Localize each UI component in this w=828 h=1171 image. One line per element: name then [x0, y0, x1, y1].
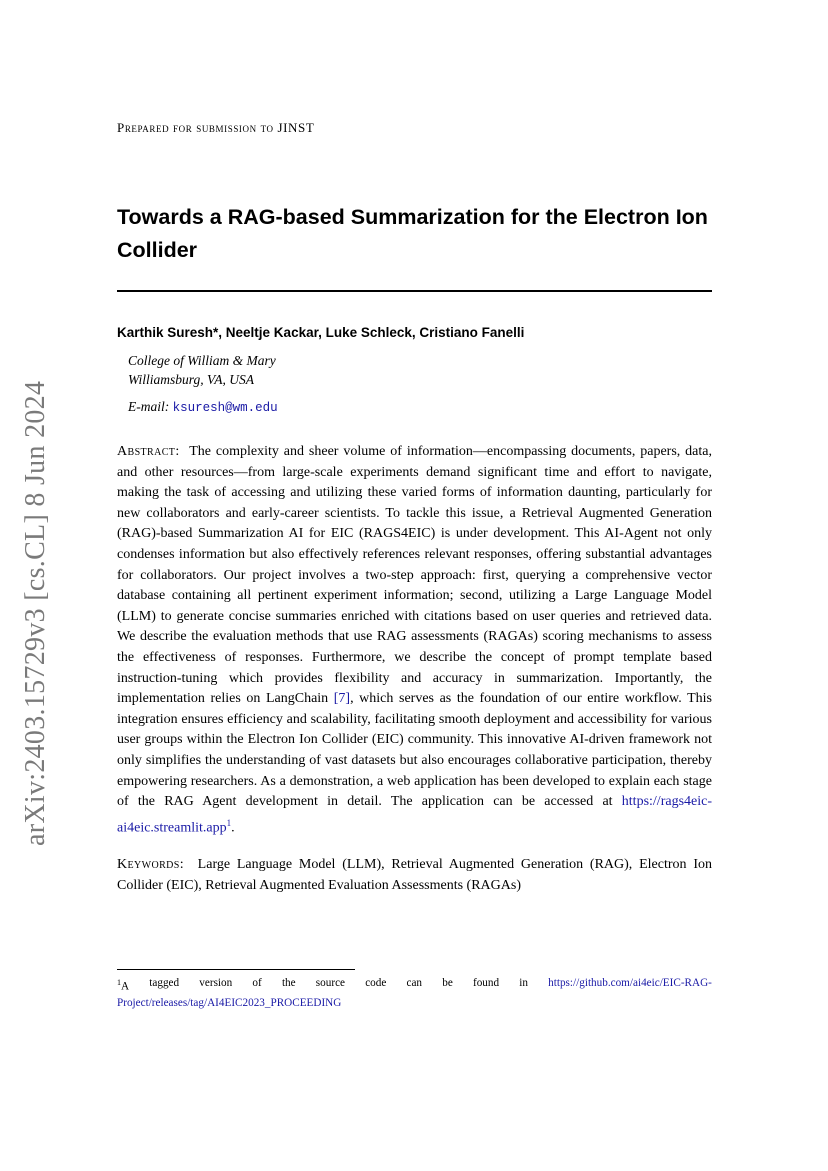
affiliation	[128, 351, 276, 389]
keywords-label: Keywords:	[117, 857, 185, 872]
footnote-word: in	[519, 977, 528, 989]
citation-link[interactable]: [7]	[333, 691, 351, 707]
footnote-word: found	[472, 977, 500, 989]
footnote-word-text: A	[121, 980, 130, 993]
abstract-end: .	[231, 820, 235, 836]
footnote-word: tagged	[149, 977, 180, 989]
affiliation-institution: College of William & Mary	[128, 353, 276, 368]
footnote-url-link-part1[interactable]: https://github.com/ai4eic/EIC-RAG-	[548, 977, 712, 989]
email-label: E-mail:	[128, 399, 170, 414]
footnote-word: be	[442, 977, 453, 989]
footnote-word	[117, 975, 129, 995]
keywords-text: Large Language Model (LLM), Retrieval Augmented Generation (RAG), Electron Ion Collider (EIC), Retrieval Augmented Evaluation Assessments (RAGAs)	[117, 857, 712, 893]
email-link[interactable]: ksuresh@wm.edu	[172, 401, 278, 415]
author-list: Karthik Suresh*, Neeltje Kackar, Luke Schleck, Cristiano Fanelli	[117, 325, 525, 340]
keywords	[117, 855, 712, 896]
arxiv-identifier: arXiv:2403.15729v3 [cs.CL] 8 Jun 2024	[20, 380, 51, 846]
paper-title: Towards a RAG-based Summarization for the Electron Ion Collider	[117, 205, 708, 262]
abstract-text-part2: , which serves as the foundation of our entire workflow. This integration ensures efficiency and scalability, facilitating smooth deployment and accessibility for various user groups within the Electron Ion Collider (EIC) community. This innovative AI-driven framework not only simplifies the understanding of vast datasets but also encourages collaborative participation, thereby empowering researchers. As a demonstration, a web application has been developed to explain each stage of the RAG Agent development in detail. The application can be accessed at	[117, 691, 712, 810]
abstract	[117, 442, 712, 839]
footnote	[117, 975, 712, 1011]
footnote-word: version	[199, 977, 233, 989]
email-line	[128, 399, 278, 415]
submission-note: Prepared for submission to JINST	[117, 120, 315, 135]
footnote-ref[interactable]: 1	[226, 817, 232, 828]
footnote-word: source	[315, 977, 345, 989]
footnote-word: can	[406, 977, 423, 989]
footnote-word: code	[365, 977, 387, 989]
abstract-text-part1: The complexity and sheer volume of information—encompassing documents, papers, data, and other resources—from large-scale experiments demand significant time and effort to navigate, making the task of accessing and utilizing these varied forms of information daunting, particularly for new collaborators and early-career scientists. To tackle this issue, a Retrieval Augmented Generation (RAG)-based Summarization AI for EIC (RAGS4EIC) is under development. This AI-Agent not only condenses information but also effectively references relevant responses, offering substantial advantages for collaborators. Our project involves a two-step approach: first, querying a comprehensive vector database containing all pertinent experiment information; second, utilizing a Large Language Model (LLM) to generate concise summaries enriched with citations based on user queries and retrieved data. We describe the evaluation methods that use RAG assessments (RAGAs) scoring mechanisms to assess the effectiveness of responses. Furthermore, we describe the concept of prompt template based instruction-tuning which provides flexibility and accuracy in summarization. Importantly, the implementation relies on LangChain	[117, 444, 712, 707]
footnote-mark: 1	[117, 978, 121, 987]
app-url-link[interactable]: https://rags4eic-ai4eic.streamlit.app	[117, 794, 712, 836]
abstract-label: Abstract:	[117, 444, 180, 459]
footnote-word: the	[281, 977, 296, 989]
title-rule	[117, 290, 712, 292]
footnote-word: of	[252, 977, 262, 989]
footnote-url-link-part2[interactable]: Project/releases/tag/AI4EIC2023_PROCEEDING	[117, 996, 342, 1009]
affiliation-location: Williamsburg, VA, USA	[128, 372, 254, 387]
footnote-line1	[117, 975, 712, 995]
footnote-rule	[117, 969, 355, 970]
